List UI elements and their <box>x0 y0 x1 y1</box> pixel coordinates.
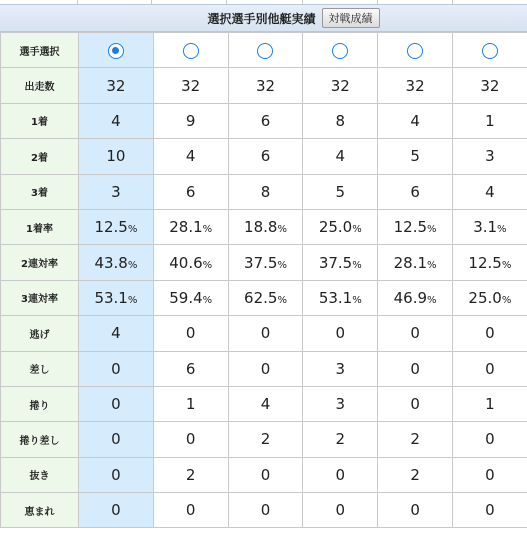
table-row <box>1 280 527 315</box>
rate-cell <box>228 280 303 315</box>
count-cell: 0 <box>79 493 154 528</box>
count-cell: 10 <box>79 139 154 174</box>
table-row <box>1 68 527 103</box>
row-label-nige: 逃げ <box>1 316 79 351</box>
count-cell: 0 <box>378 316 453 351</box>
count-cell: 3 <box>303 386 378 421</box>
count-cell: 8 <box>228 174 303 209</box>
count-cell: 4 <box>79 103 154 138</box>
count-cell: 32 <box>79 68 154 103</box>
rate-cell <box>153 209 228 244</box>
count-cell: 4 <box>378 103 453 138</box>
table-row <box>1 103 527 138</box>
count-cell: 8 <box>303 103 378 138</box>
rate-value: 59.4 <box>169 288 203 307</box>
player-radio[interactable] <box>482 43 498 59</box>
count-cell: 0 <box>79 386 154 421</box>
player-radio[interactable] <box>108 43 124 59</box>
row-label-makurisashi: 捲り差し <box>1 422 79 457</box>
percent-unit: % <box>352 224 362 236</box>
rate-cell <box>79 209 154 244</box>
count-cell: 5 <box>303 174 378 209</box>
count-cell: 3 <box>79 174 154 209</box>
count-cell: 0 <box>303 316 378 351</box>
rate-value: 53.1 <box>318 288 353 307</box>
stats-table <box>0 32 527 528</box>
player-select-cell[interactable] <box>153 33 228 68</box>
table-row <box>1 174 527 209</box>
row-label-first: 1着 <box>1 103 79 138</box>
table-row <box>1 422 527 457</box>
head-to-head-button[interactable]: 対戦成績 <box>322 8 380 28</box>
rate-value: 28.1 <box>169 218 203 237</box>
percent-unit: % <box>427 259 437 271</box>
percent-unit: % <box>202 224 213 236</box>
count-cell: 0 <box>228 316 303 351</box>
rate-cell <box>79 245 154 280</box>
rate-value: 37.5 <box>244 253 278 272</box>
row-label-starts: 出走数 <box>1 68 79 103</box>
rate-cell <box>303 245 378 280</box>
rate-cell <box>452 209 527 244</box>
count-cell: 6 <box>378 174 453 209</box>
table-row <box>1 493 527 528</box>
count-cell: 0 <box>153 316 228 351</box>
count-cell: 4 <box>153 139 228 174</box>
percent-unit: % <box>127 259 138 271</box>
count-cell: 0 <box>228 493 303 528</box>
table-row <box>1 316 527 351</box>
count-cell: 1 <box>153 386 228 421</box>
count-cell: 1 <box>452 103 527 138</box>
percent-unit: % <box>427 224 437 236</box>
table-row <box>1 245 527 280</box>
count-cell: 0 <box>79 351 154 386</box>
row-label-sashi: 差し <box>1 351 79 386</box>
rate-value: 18.8 <box>244 218 278 237</box>
percent-unit: % <box>497 224 507 236</box>
row-label-select: 選手選択 <box>1 33 79 68</box>
player-radio[interactable] <box>332 43 348 59</box>
player-select-cell[interactable] <box>79 33 154 68</box>
count-cell: 0 <box>452 422 527 457</box>
percent-unit: % <box>427 294 437 306</box>
rate-value: 40.6 <box>169 253 203 272</box>
rate-cell <box>378 209 453 244</box>
rate-cell <box>153 280 228 315</box>
percent-unit: % <box>352 259 362 271</box>
rate-value: 12.5 <box>393 218 428 237</box>
table-row <box>1 139 527 174</box>
percent-unit: % <box>501 259 512 271</box>
rate-value: 12.5 <box>94 218 128 237</box>
rate-value: 3.1 <box>473 218 498 237</box>
player-select-cell[interactable] <box>452 33 527 68</box>
rate-value: 46.9 <box>393 288 428 307</box>
percent-unit: % <box>277 224 287 236</box>
count-cell: 0 <box>153 422 228 457</box>
rate-cell <box>79 280 154 315</box>
rate-value: 53.1 <box>94 288 128 307</box>
count-cell: 4 <box>452 174 527 209</box>
table-row <box>1 351 527 386</box>
percent-unit: % <box>277 259 287 271</box>
rate-value: 62.5 <box>244 288 278 307</box>
count-cell: 0 <box>303 493 378 528</box>
table-row <box>1 33 527 68</box>
rate-cell <box>452 280 527 315</box>
rate-cell <box>153 245 228 280</box>
rate-cell <box>228 245 303 280</box>
percent-unit: % <box>127 224 138 236</box>
row-label-megumare: 恵まれ <box>1 493 79 528</box>
player-radio[interactable] <box>183 43 199 59</box>
rate-cell <box>303 209 378 244</box>
row-label-makuri: 捲り <box>1 386 79 421</box>
count-cell: 6 <box>228 139 303 174</box>
count-cell: 0 <box>153 493 228 528</box>
player-select-cell[interactable] <box>303 33 378 68</box>
rate-cell <box>228 209 303 244</box>
count-cell: 0 <box>303 457 378 492</box>
count-cell: 32 <box>452 68 527 103</box>
table-row <box>1 386 527 421</box>
player-radio[interactable] <box>257 43 273 59</box>
row-label-second: 2着 <box>1 139 79 174</box>
count-cell: 0 <box>452 351 527 386</box>
count-cell: 5 <box>378 139 453 174</box>
count-cell: 0 <box>228 457 303 492</box>
player-select-cell[interactable] <box>378 33 453 68</box>
count-cell: 0 <box>378 493 453 528</box>
count-cell: 2 <box>303 422 378 457</box>
section-title: 選択選手別他艇実績 <box>207 11 316 26</box>
rate-cell <box>378 280 453 315</box>
percent-unit: % <box>277 294 287 306</box>
percent-unit: % <box>127 294 138 306</box>
rate-value: 25.0 <box>468 288 502 307</box>
rate-value: 25.0 <box>318 218 353 237</box>
count-cell: 9 <box>153 103 228 138</box>
count-cell: 6 <box>228 103 303 138</box>
row-label-third: 3着 <box>1 174 79 209</box>
table-row <box>1 457 527 492</box>
count-cell: 4 <box>303 139 378 174</box>
player-select-cell[interactable] <box>228 33 303 68</box>
row-label-nuki: 抜き <box>1 457 79 492</box>
player-radio[interactable] <box>407 43 423 59</box>
table-row <box>1 209 527 244</box>
rate-cell <box>303 280 378 315</box>
count-cell: 2 <box>378 422 453 457</box>
count-cell: 32 <box>378 68 453 103</box>
count-cell: 3 <box>303 351 378 386</box>
count-cell: 32 <box>153 68 228 103</box>
rate-cell <box>452 245 527 280</box>
count-cell: 0 <box>79 457 154 492</box>
count-cell: 32 <box>228 68 303 103</box>
count-cell: 32 <box>303 68 378 103</box>
percent-unit: % <box>202 259 213 271</box>
count-cell: 2 <box>228 422 303 457</box>
row-label-top2_rate: 2連対率 <box>1 245 79 280</box>
row-label-top3_rate: 3連対率 <box>1 280 79 315</box>
percent-unit: % <box>501 294 512 306</box>
rate-value: 43.8 <box>94 253 128 272</box>
count-cell: 3 <box>452 139 527 174</box>
count-cell: 2 <box>378 457 453 492</box>
count-cell: 4 <box>228 386 303 421</box>
rate-value: 12.5 <box>468 253 502 272</box>
count-cell: 2 <box>153 457 228 492</box>
rate-cell <box>378 245 453 280</box>
count-cell: 0 <box>79 422 154 457</box>
count-cell: 6 <box>153 351 228 386</box>
rate-value: 37.5 <box>318 253 353 272</box>
percent-unit: % <box>202 294 213 306</box>
count-cell: 0 <box>452 457 527 492</box>
count-cell: 0 <box>378 386 453 421</box>
count-cell: 4 <box>79 316 154 351</box>
row-label-win_rate: 1着率 <box>1 209 79 244</box>
count-cell: 0 <box>378 351 453 386</box>
rate-value: 28.1 <box>393 253 428 272</box>
count-cell: 6 <box>153 174 228 209</box>
count-cell: 0 <box>452 493 527 528</box>
count-cell: 1 <box>452 386 527 421</box>
count-cell: 0 <box>452 316 527 351</box>
percent-unit: % <box>352 294 362 306</box>
count-cell: 0 <box>228 351 303 386</box>
section-header <box>0 4 527 32</box>
